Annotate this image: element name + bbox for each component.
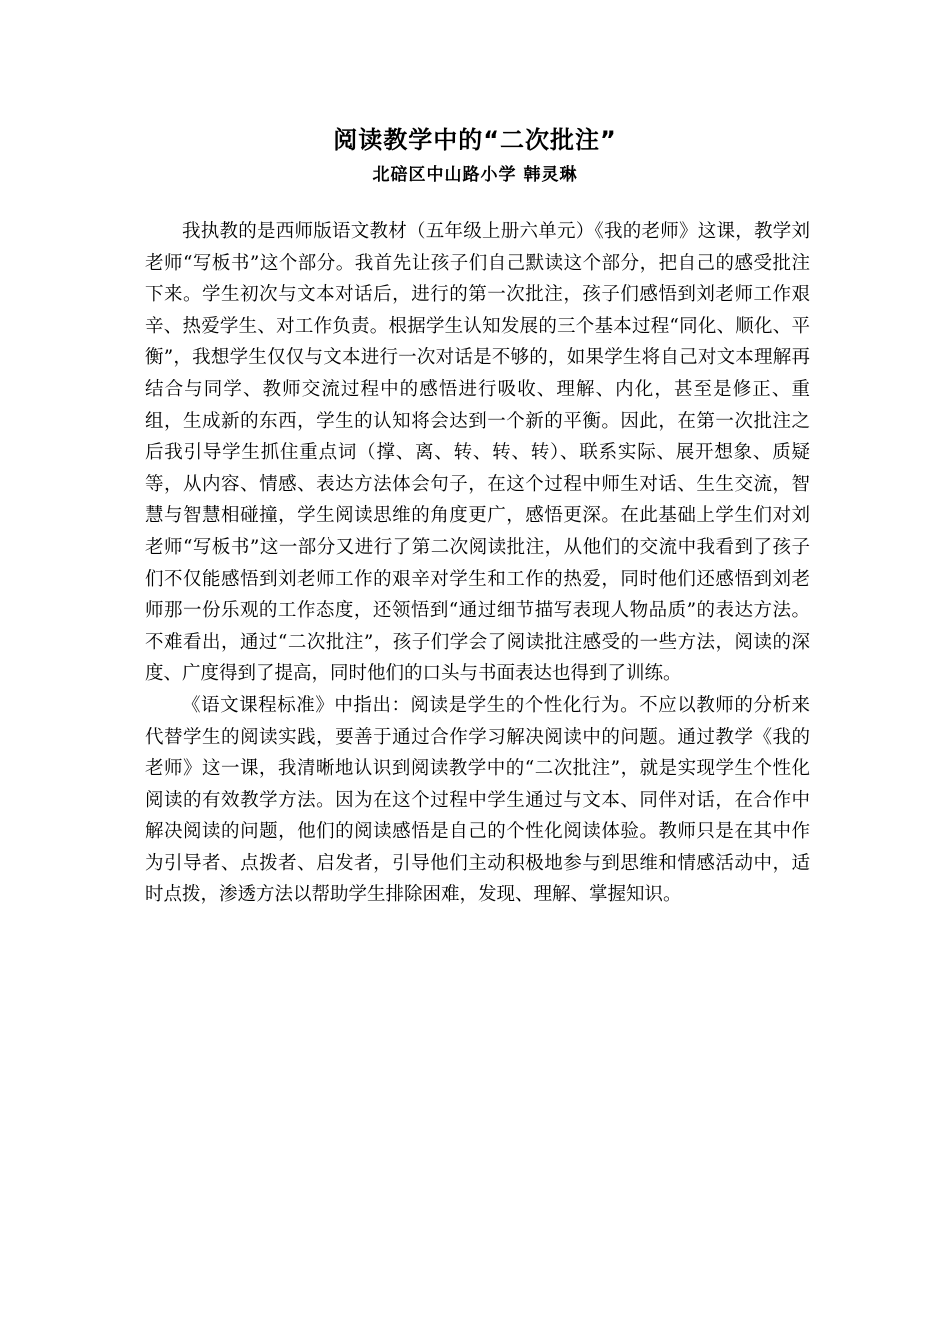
paragraph-2: 《语文课程标准》中指出：阅读是学生的个性化行为。不应以教师的分析来代替学生的阅读实践，要善于通过合作学习解决阅读中的问题。通过教学《我的老师》这一课，我清晰地认识到阅读教学中的“二次批注”，就是实现学生个性化阅读的有效教学方法。因为在这个过程中学生通过与文本、同伴对话，在合作中解决阅读的问题，他们的阅读感悟是自己的个性化阅读体验。教师只是在其中作为引导者、点拨者、启发者，引导他们主动积极地参与到思维和情感活动中，适时点拨，渗透方法以帮助学生排除困难，发现、理解、掌握知识。: [145, 694, 810, 906]
document-author: 北碚区中山路小学 韩灵琳: [372, 165, 578, 185]
document-body: [145, 216, 810, 911]
paragraph-1: 我执教的是西师版语文教材（五年级上册六单元）《我的老师》这课，教学刘老师“写板书”这个部分。我首先让孩子们自己默读这个部分，把自己的感受批注下来。学生初次与文本对话后，进行的第一次批注，孩子们感悟到刘老师工作艰辛、热爱学生、对工作负责。根据学生认知发展的三个基本过程“同化、顺化、平衡”，我想学生仅仅与文本进行一次对话是不够的，如果学生将自己对文本理解再结合与同学、教师交流过程中的感悟进行吸收、理解、内化，甚至是修正、重组，生成新的东西，学生的认知将会达到一个新的平衡。因此，在第一次批注之后我引导学生抓住重点词（撑、离、转、转、转）、联系实际、展开想象、质疑等，从内容、情感、表达方法体会句子，在这个过程中师生对话、生生交流，智慧与智慧相碰撞，学生阅读思维的角度更广，感悟更深。在此基础上学生们对刘老师“写板书”这一部分又进行了第二次阅读批注，从他们的交流中我看到了孩子们不仅能感悟到刘老师工作的艰辛对学生和工作的热爱，同时他们还感悟到刘老师那一份乐观的工作态度，还领悟到“通过细节描写表现人物品质”的表达方法。不难看出，通过“二次批注”，孩子们学会了阅读批注感受的一些方法，阅读的深度、广度得到了提高，同时他们的口头与书面表达也得到了训练。: [145, 221, 810, 685]
document-title: 阅读教学中的“二次批注”: [333, 126, 617, 154]
